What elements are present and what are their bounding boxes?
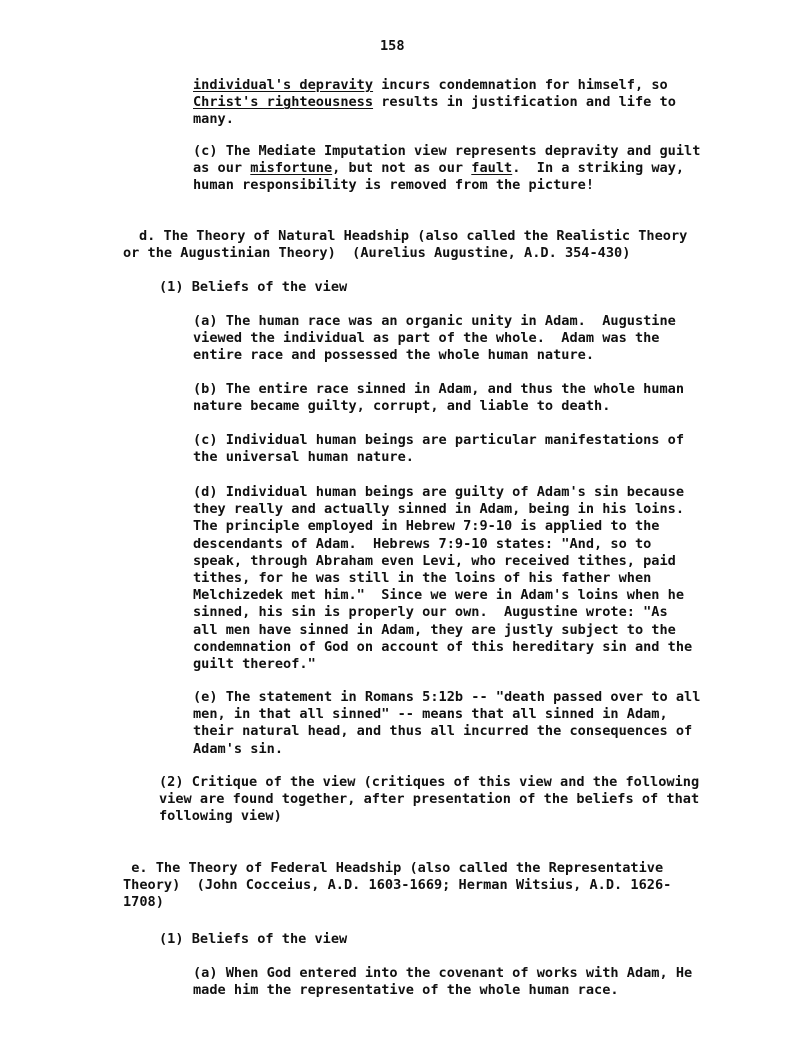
underlined-word-fault: fault xyxy=(471,160,513,177)
section-e-beliefs-heading: (1) Beliefs of the view xyxy=(159,931,348,947)
underlined-phrase-righteousness: Christ's righteousness xyxy=(193,94,374,111)
section-d-belief-d: (d) Individual human beings are guilty of Adam's sin because they really and actually sinned in Adam, being in his loins. The principle employed in Hebrew 7:9-10 is applied to the descendants of Adam. Hebrews 7:9-10 states: "And, so to speak, through Abraham even Levi, who received tithes, paid tithes, for he was still in the loins of his father when Melchizedek met him." Since we were in Adam's loins when he sinned, his sin is properly our own. Augustine wrote: "As all men have sinned in Adam, they are justly subject to the condemnation of God on account of this hereditary sin and the guilt thereof." xyxy=(193,484,693,673)
section-d-heading-line2: or the Augustinian Theory) (Aurelius Augustine, A.D. 354-430) xyxy=(123,245,631,261)
section-d-critique: (2) Critique of the view (critiques of this view and the following view are found together, after presentation of the beliefs of that following view) xyxy=(159,774,700,825)
underlined-word-misfortune: misfortune xyxy=(250,160,333,177)
section-d-beliefs-heading: (1) Beliefs of the view xyxy=(159,279,348,295)
section-e-heading: e. The Theory of Federal Headship (also called the Representative Theory) (John Cocceius, A.D. 1603-1669; Herman Witsius, A.D. 1626- 1708) xyxy=(123,860,672,911)
page-number: 158 xyxy=(380,38,405,54)
section-d-belief-c: (c) Individual human beings are particular manifestations of the universal human nature. xyxy=(193,432,685,466)
intro-point-c: (c) The Mediate Imputation view represents depravity and guilt as our misfortune, but not as our fault. In a striking way, human responsibility is removed from the picture! xyxy=(193,143,701,194)
underlined-phrase-depravity: individual's depravity xyxy=(193,77,374,93)
section-d-belief-a: (a) The human race was an organic unity in Adam. Augustine viewed the individual as part of the whole. Adam was the entire race and possessed the whole human nature. xyxy=(193,313,676,364)
section-d-heading-line1: d. The Theory of Natural Headship (also called the Realistic Theory xyxy=(139,228,688,244)
section-e-belief-a: (a) When God entered into the covenant of works with Adam, He made him the representative of the whole human race. xyxy=(193,965,693,999)
section-d-belief-e: (e) The statement in Romans 5:12b -- "death passed over to all men, in that all sinned" -- means that all sinned in Adam, their natural head, and thus all incurred the consequences of Adam's sin. xyxy=(193,689,701,757)
section-d-belief-b: (b) The entire race sinned in Adam, and thus the whole human nature became guilty, corrupt, and liable to death. xyxy=(193,381,685,415)
intro-paragraph: individual's depravity incurs condemnation for himself, so Christ's righteousness results in justification and life to many. xyxy=(193,77,676,128)
